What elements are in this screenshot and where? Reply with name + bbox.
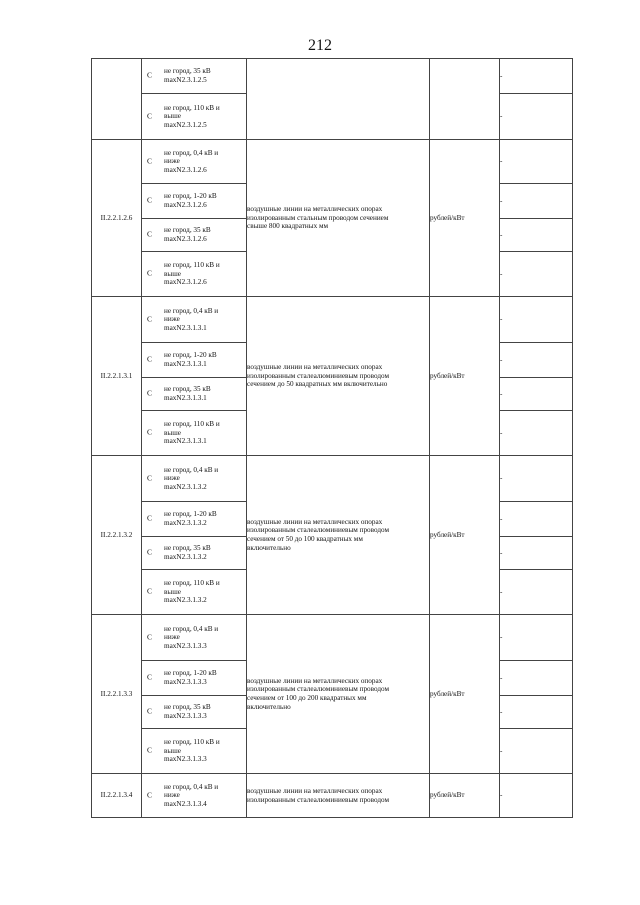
condition-text: не город, 1-20 кВ maxN2.3.1.3.2 [164,510,217,527]
condition-cell [142,184,247,219]
value-cell: - [500,615,573,661]
condition-text: не город, 1-20 кВ maxN2.3.1.2.6 [164,192,217,209]
condition-letter: С [147,70,153,80]
tariff-table-body [92,59,573,818]
item-description: воздушные линии на металлических опорах изолированным стальным проводом сечением свыше 800 квадратных мм [247,140,430,297]
condition-text: не город, 110 кВ и выше maxN2.3.1.3.2 [164,579,220,605]
condition-cell [142,59,247,94]
item-code: II.2.2.1.2.6 [92,140,142,297]
item-code: II.2.2.1.3.1 [92,297,142,456]
tariff-table [91,58,573,818]
condition-letter: С [147,632,153,642]
condition-text: не город, 110 кВ и выше maxN2.3.1.3.1 [164,420,220,446]
unit-cell: рублей/кВт [430,774,500,818]
value-cell: - [500,729,573,774]
condition-letter: С [147,473,153,483]
table-row [92,140,573,184]
condition-cell [142,615,247,661]
condition-cell [142,456,247,502]
table-row [92,59,573,94]
condition-text: не город, 1-20 кВ maxN2.3.1.3.3 [164,669,217,686]
condition-cell [142,411,247,456]
table-row [92,456,573,502]
table-row [92,615,573,661]
table-row [92,297,573,343]
condition-letter: С [147,672,153,682]
condition-cell [142,537,247,570]
condition-letter: С [147,156,153,166]
condition-letter: С [147,790,153,800]
unit-cell [430,59,500,140]
value-cell: - [500,184,573,219]
condition-letter: С [147,706,153,716]
condition-cell [142,343,247,378]
item-description: воздушные линии на металлических опорах изолированным сталеалюминиевым проводом сечением до 50 квадратных мм включительно [247,297,430,456]
condition-cell [142,774,247,818]
condition-text: не город, 0,4 кВ и ниже maxN2.3.1.3.1 [164,306,219,332]
condition-letter: С [147,388,153,398]
condition-letter: С [147,547,153,557]
value-cell: - [500,696,573,729]
value-cell: - [500,252,573,297]
value-cell: - [500,59,573,94]
value-cell: - [500,537,573,570]
condition-text: не город, 110 кВ и выше maxN2.3.1.2.6 [164,261,220,287]
value-cell: - [500,219,573,252]
condition-letter: С [147,111,153,121]
condition-letter: С [147,745,153,755]
item-code: II.2.2.1.3.4 [92,774,142,818]
value-cell: - [500,411,573,456]
condition-cell [142,570,247,615]
condition-letter: С [147,427,153,437]
condition-letter: С [147,354,153,364]
condition-cell [142,502,247,537]
table-row [92,774,573,818]
condition-cell [142,378,247,411]
unit-cell: рублей/кВт [430,140,500,297]
condition-text: не город, 35 кВ maxN2.3.1.2.5 [164,67,211,84]
unit-cell: рублей/кВт [430,615,500,774]
condition-cell [142,297,247,343]
unit-cell: рублей/кВт [430,456,500,615]
condition-text: не город, 1-20 кВ maxN2.3.1.3.1 [164,351,217,368]
condition-text: не город, 0,4 кВ и ниже maxN2.3.1.3.4 [164,782,219,808]
condition-letter: С [147,195,153,205]
item-code [92,59,142,140]
item-code: II.2.2.1.3.3 [92,615,142,774]
item-description: воздушные линии на металлических опорах изолированным сталеалюминиевым проводом сечением от 50 до 100 квадратных мм включительно [247,456,430,615]
condition-letter: С [147,229,153,239]
item-description [247,59,430,140]
value-cell: - [500,661,573,696]
item-code: II.2.2.1.3.2 [92,456,142,615]
page-number: 212 [308,37,332,54]
condition-text: не город, 110 кВ и выше maxN2.3.1.2.5 [164,103,220,129]
condition-cell [142,729,247,774]
value-cell: - [500,94,573,140]
condition-text: не город, 0,4 кВ и ниже maxN2.3.1.3.3 [164,624,219,650]
value-cell: - [500,456,573,502]
condition-letter: С [147,314,153,324]
condition-cell [142,252,247,297]
condition-text: не город, 35 кВ maxN2.3.1.2.6 [164,226,211,243]
condition-text: не город, 35 кВ maxN2.3.1.3.1 [164,385,211,402]
value-cell: - [500,570,573,615]
condition-letter: С [147,268,153,278]
unit-cell: рублей/кВт [430,297,500,456]
condition-cell [142,219,247,252]
condition-text: не город, 110 кВ и выше maxN2.3.1.3.3 [164,738,220,764]
value-cell: - [500,140,573,184]
item-description: воздушные линии на металлических опорах изолированным сталеалюминиевым проводом сечением от 100 до 200 квадратных мм включительно [247,615,430,774]
condition-cell [142,94,247,140]
condition-cell [142,696,247,729]
condition-letter: С [147,513,153,523]
value-cell: - [500,774,573,818]
condition-cell [142,661,247,696]
value-cell: - [500,502,573,537]
condition-text: не город, 0,4 кВ и ниже maxN2.3.1.3.2 [164,465,219,491]
value-cell: - [500,378,573,411]
condition-text: не город, 0,4 кВ и ниже maxN2.3.1.2.6 [164,148,219,174]
condition-text: не город, 35 кВ maxN2.3.1.3.2 [164,544,211,561]
condition-text: не город, 35 кВ maxN2.3.1.3.3 [164,703,211,720]
condition-cell [142,140,247,184]
value-cell: - [500,343,573,378]
item-description: воздушные линии на металлических опорах изолированным сталеалюминиевым проводом [247,774,430,818]
condition-letter: С [147,586,153,596]
value-cell: - [500,297,573,343]
